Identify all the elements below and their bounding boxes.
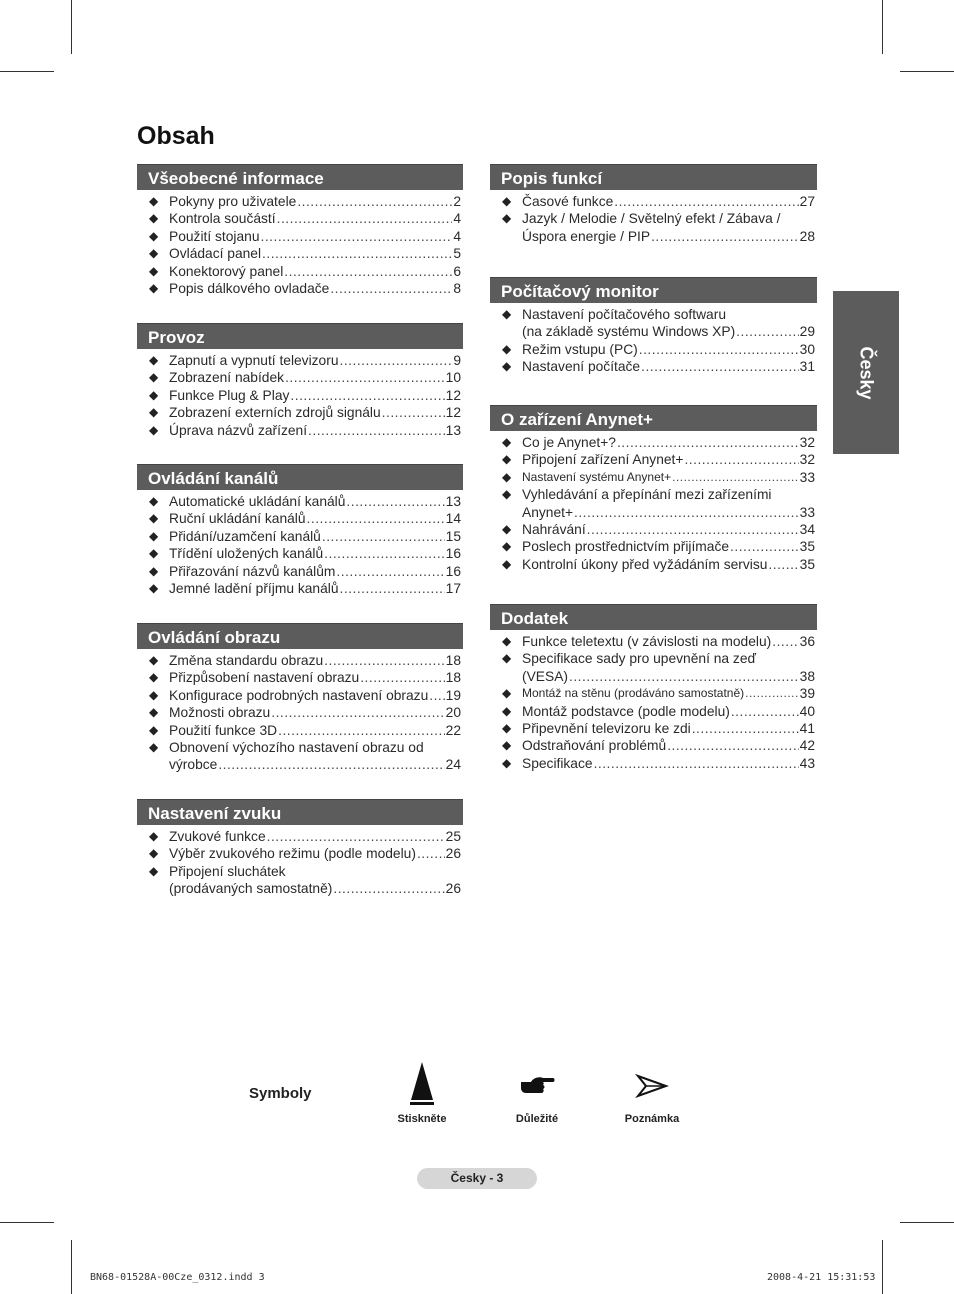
crop-mark — [0, 71, 54, 72]
toc-page-number: 30 — [799, 341, 815, 357]
toc-entry[interactable] — [137, 545, 463, 562]
diamond-bullet-icon: ◆ — [149, 546, 159, 561]
toc-entry[interactable] — [490, 720, 817, 737]
toc-section — [490, 164, 817, 245]
toc-entry[interactable] — [137, 510, 463, 527]
toc-entry[interactable] — [490, 434, 817, 451]
toc-entry-text: Jemné ladění příjmu kanálů — [169, 581, 339, 597]
toc-entry[interactable] — [137, 245, 463, 262]
toc-page-number: 29 — [799, 324, 815, 340]
symbol-caption: Důležité — [515, 1113, 559, 1125]
toc-entry-text: Třídění uložených kanálů — [169, 546, 324, 562]
diamond-bullet-icon: ◆ — [502, 522, 512, 537]
diamond-bullet-icon: ◆ — [502, 556, 512, 571]
toc-page-number: 24 — [445, 757, 461, 773]
dot-leader — [278, 722, 445, 739]
toc-entry-text: Použití funkce 3D — [169, 722, 278, 738]
toc-list — [137, 828, 463, 898]
toc-entry-text: Zvukové funkce — [169, 829, 266, 844]
toc-page-number: 32 — [799, 452, 815, 468]
diamond-bullet-icon: ◆ — [502, 703, 512, 718]
toc-entry-text: výrobce — [169, 757, 218, 773]
toc-entry[interactable] — [490, 341, 817, 358]
diamond-bullet-icon: ◆ — [149, 405, 159, 420]
dot-leader — [262, 245, 452, 262]
toc-entry[interactable] — [137, 845, 463, 862]
dot-leader — [382, 404, 445, 421]
toc-entry[interactable] — [490, 650, 817, 685]
toc-entry[interactable] — [137, 422, 463, 439]
section-heading: Všeobecné informace — [137, 164, 463, 190]
toc-entry-text: Zobrazení nabídek — [169, 370, 285, 386]
diamond-bullet-icon: ◆ — [502, 755, 512, 770]
section-heading: Ovládání obrazu — [137, 623, 463, 649]
toc-entry-text: Nastavení systému Anynet+ — [522, 469, 672, 484]
toc-entry[interactable] — [137, 687, 463, 704]
toc-page-number: 18 — [445, 653, 461, 668]
toc-entry-text: Použití stojanu — [169, 228, 260, 244]
toc-page-number: 12 — [445, 405, 461, 421]
dot-leader — [692, 720, 799, 737]
toc-entry[interactable] — [137, 563, 463, 580]
dot-leader — [271, 704, 444, 721]
toc-entry-text: Montáž na stěnu (prodáváno samostatně) — [522, 686, 745, 701]
toc-entry[interactable] — [490, 556, 817, 573]
diamond-bullet-icon: ◆ — [149, 722, 159, 737]
dot-leader — [617, 434, 799, 451]
dot-leader — [730, 538, 799, 555]
diamond-bullet-icon: ◆ — [149, 511, 159, 526]
toc-entry-text: Možnosti obrazu — [169, 705, 271, 721]
toc-entry[interactable] — [490, 685, 817, 702]
toc-page-number: 16 — [445, 563, 461, 579]
dot-leader — [277, 210, 453, 227]
diamond-bullet-icon: ◆ — [149, 370, 159, 385]
toc-entry-text: Popis dálkového ovladače — [169, 281, 330, 297]
toc-entry[interactable] — [137, 404, 463, 421]
toc-entry[interactable] — [490, 755, 817, 772]
page-number-label: Česky - 3 — [417, 1168, 537, 1189]
crop-mark — [900, 1222, 954, 1223]
toc-page-number: 40 — [799, 703, 815, 719]
diamond-bullet-icon: ◆ — [149, 353, 159, 367]
crop-mark — [0, 1222, 54, 1223]
toc-page-number: 13 — [445, 422, 461, 438]
page-title: Obsah — [137, 122, 215, 150]
diamond-bullet-icon: ◆ — [149, 387, 159, 402]
toc-entry-text: Nastavení počítače — [522, 359, 641, 375]
toc-entry[interactable] — [137, 210, 463, 227]
toc-page-number: 19 — [445, 687, 461, 703]
toc-entry[interactable] — [137, 228, 463, 245]
toc-list — [137, 193, 463, 297]
print-file-info: BN68-01528A-00Cze_0312.indd 3 — [90, 1272, 265, 1283]
toc-page-number: 17 — [445, 581, 461, 597]
toc-entry-text: Funkce Plug & Play — [169, 387, 290, 403]
diamond-bullet-icon: ◆ — [149, 246, 159, 261]
toc-entry-text: Anynet+ — [522, 504, 574, 520]
toc-page-number: 16 — [445, 546, 461, 562]
toc-entry[interactable] — [137, 652, 463, 669]
toc-entry-text: Přizpůsobení nastavení obrazu — [169, 670, 360, 686]
toc-page-number: 35 — [799, 556, 815, 572]
symbols-label: Symboly — [249, 1085, 312, 1102]
toc-entry-text: Automatické ukládání kanálů — [169, 494, 346, 509]
print-timestamp: 2008-4-21 15:31:53 — [767, 1272, 876, 1283]
dot-leader — [333, 880, 444, 897]
dot-leader — [736, 323, 798, 340]
toc-entry[interactable] — [490, 193, 817, 210]
toc-entry-text: Co je Anynet+? — [522, 435, 616, 450]
toc-list — [490, 193, 817, 245]
toc-entry[interactable] — [137, 493, 463, 510]
toc-entry[interactable] — [490, 486, 817, 521]
dot-leader — [417, 845, 445, 862]
crop-mark — [71, 1240, 72, 1294]
toc-page-number: 4 — [453, 211, 461, 227]
toc-entry-text: Změna standardu obrazu — [169, 653, 324, 668]
toc-entry-text: Připojení zařízení Anynet+ — [522, 452, 684, 468]
toc-entry[interactable] — [137, 704, 463, 721]
diamond-bullet-icon: ◆ — [502, 539, 512, 554]
toc-page-number: 9 — [453, 353, 461, 368]
diamond-bullet-icon: ◆ — [149, 863, 159, 878]
toc-entry[interactable] — [137, 352, 463, 369]
symbol-caption: Poznámka — [624, 1113, 680, 1125]
symbol-important — [487, 1070, 587, 1125]
toc-list — [137, 652, 463, 774]
diamond-bullet-icon: ◆ — [149, 687, 159, 702]
toc-entry-text: Montáž podstavce (podle modelu) — [522, 703, 730, 719]
toc-entry-text: Ovládací panel — [169, 246, 262, 262]
toc-entry-text: Ruční ukládání kanálů — [169, 511, 306, 527]
dot-leader — [261, 228, 453, 245]
diamond-bullet-icon: ◆ — [149, 194, 159, 208]
toc-entry-text: (prodávaných samostatně) — [169, 881, 333, 897]
toc-entry[interactable] — [137, 263, 463, 280]
dot-leader — [772, 633, 798, 650]
dot-leader — [651, 228, 799, 245]
diamond-bullet-icon: ◆ — [502, 211, 512, 226]
toc-entry[interactable] — [490, 469, 817, 486]
dot-leader — [667, 737, 798, 754]
dot-leader — [684, 451, 798, 468]
toc-page-number: 35 — [799, 539, 815, 555]
toc-page-number: 5 — [453, 246, 461, 262]
toc-entry-text: Zobrazení externích zdrojů signálu — [169, 405, 381, 421]
diamond-bullet-icon: ◆ — [149, 281, 159, 296]
pointing-hand-icon — [517, 1070, 557, 1108]
dot-leader — [308, 422, 445, 439]
dot-leader — [641, 358, 799, 375]
toc-entry-text: Funkce teletextu (v závislosti na modelu) — [522, 634, 772, 649]
dot-leader — [360, 669, 444, 686]
toc-section — [490, 604, 817, 772]
toc-entry[interactable] — [490, 451, 817, 468]
toc-page-number: 13 — [445, 494, 461, 509]
toc-page-number: 2 — [453, 194, 461, 209]
crop-mark — [882, 1240, 883, 1294]
toc-entry[interactable] — [490, 703, 817, 720]
toc-entry-text: (VESA) — [522, 668, 568, 684]
toc-page-number: 42 — [799, 738, 815, 754]
diamond-bullet-icon: ◆ — [149, 494, 159, 508]
toc-list — [490, 434, 817, 573]
toc-entry-text: Časové funkce — [522, 194, 614, 209]
dot-leader — [307, 510, 445, 527]
toc-section — [137, 464, 463, 597]
dot-leader — [672, 469, 799, 486]
dot-leader — [267, 828, 445, 845]
dot-leader — [594, 755, 799, 772]
toc-entry-text: Konektorový panel — [169, 263, 284, 279]
dot-leader — [574, 504, 799, 521]
toc-section — [490, 405, 817, 573]
toc-entry[interactable] — [137, 528, 463, 545]
toc-entry-text: Úspora energie / PIP — [522, 228, 651, 244]
section-heading: Popis funkcí — [490, 164, 817, 190]
dot-leader — [330, 280, 452, 297]
diamond-bullet-icon: ◆ — [502, 651, 512, 666]
toc-entry-text: Kontrolní úkony před vyžádáním servisu — [522, 556, 768, 572]
section-heading: Provoz — [137, 323, 463, 349]
toc-entry-text: Nahrávání — [522, 522, 586, 538]
toc-page-number: 6 — [453, 263, 461, 279]
diamond-bullet-icon: ◆ — [502, 634, 512, 648]
toc-page-number: 14 — [445, 511, 461, 527]
toc-section — [137, 164, 463, 297]
toc-page-number: 25 — [445, 829, 461, 844]
diamond-bullet-icon: ◆ — [149, 653, 159, 667]
toc-entry-text-line: Obnovení výchozího nastavení obrazu od — [169, 740, 424, 756]
diamond-bullet-icon: ◆ — [149, 528, 159, 543]
toc-page-number: 18 — [445, 670, 461, 686]
diamond-bullet-icon: ◆ — [502, 686, 512, 701]
toc-entry-text: Přidání/uzamčení kanálů — [169, 528, 321, 544]
language-side-tab — [833, 291, 899, 454]
toc-page-number: 43 — [799, 755, 815, 771]
dot-leader — [768, 556, 798, 573]
diamond-bullet-icon: ◆ — [502, 194, 512, 208]
toc-entry-text: Kontrola součástí — [169, 211, 276, 227]
diamond-bullet-icon: ◆ — [502, 435, 512, 449]
diamond-bullet-icon: ◆ — [149, 228, 159, 243]
dot-leader — [285, 369, 445, 386]
section-heading: Ovládání kanálů — [137, 464, 463, 490]
toc-entry-text: Úprava názvů zařízení — [169, 422, 308, 438]
dot-leader — [346, 493, 444, 510]
toc-entry[interactable] — [137, 722, 463, 739]
toc-entry-text: Výběr zvukového režimu (podle modelu) — [169, 846, 416, 862]
toc-list — [490, 306, 817, 376]
toc-entry-text: Zapnutí a vypnutí televizoru — [169, 353, 339, 368]
toc-page-number: 36 — [799, 634, 815, 649]
toc-page-number: 34 — [799, 522, 815, 538]
toc-entry[interactable] — [490, 358, 817, 375]
dot-leader — [639, 341, 799, 358]
toc-page-number: 26 — [445, 846, 461, 862]
toc-entry[interactable] — [137, 580, 463, 597]
toc-page-number: 33 — [799, 469, 815, 485]
toc-entry[interactable] — [490, 633, 817, 650]
press-triangle-icon — [407, 1060, 437, 1108]
toc-entry-text: Specifikace — [522, 755, 593, 771]
diamond-bullet-icon: ◆ — [149, 846, 159, 861]
dot-leader — [284, 263, 452, 280]
section-heading: O zařízení Anynet+ — [490, 405, 817, 431]
toc-entry-text: Přiřazování názvů kanálům — [169, 563, 336, 579]
toc-entry[interactable] — [137, 280, 463, 297]
toc-section — [137, 799, 463, 898]
symbol-note — [602, 1070, 702, 1125]
diamond-bullet-icon: ◆ — [502, 307, 512, 321]
toc-entry-text-line: Specifikace sady pro upevnění na zeď — [522, 651, 756, 667]
toc-entry-text: Režim vstupu (PC) — [522, 341, 638, 357]
toc-entry-text: Pokyny pro uživatele — [169, 194, 297, 209]
diamond-bullet-icon: ◆ — [502, 452, 512, 467]
toc-section — [137, 323, 463, 439]
section-heading: Nastavení zvuku — [137, 799, 463, 825]
dot-leader — [569, 668, 799, 685]
diamond-bullet-icon: ◆ — [502, 721, 512, 736]
toc-page-number: 41 — [799, 721, 815, 737]
toc-page-number: 33 — [799, 504, 815, 520]
symbol-caption: Stiskněte — [397, 1113, 447, 1125]
dot-leader — [340, 580, 445, 597]
dot-leader — [587, 521, 799, 538]
dot-leader — [324, 545, 444, 562]
diamond-bullet-icon: ◆ — [149, 670, 159, 685]
diamond-bullet-icon: ◆ — [149, 740, 159, 755]
language-tab-label: Česky — [856, 345, 877, 400]
toc-entry[interactable] — [137, 193, 463, 210]
symbol-press — [372, 1060, 472, 1125]
toc-entry-text: Odstraňování problémů — [522, 738, 667, 754]
dot-leader — [218, 756, 444, 773]
toc-page-number: 38 — [799, 668, 815, 684]
toc-page-number: 15 — [445, 528, 461, 544]
toc-entry[interactable] — [490, 737, 817, 754]
toc-entry[interactable] — [137, 739, 463, 774]
toc-entry[interactable] — [490, 538, 817, 555]
toc-entry-text-line: Jazyk / Melodie / Světelný efekt / Zábava / — [522, 211, 781, 227]
toc-page-number: 28 — [799, 228, 815, 244]
toc-section — [490, 277, 817, 376]
toc-page-number: 4 — [453, 228, 461, 244]
diamond-bullet-icon: ◆ — [149, 211, 159, 226]
toc-page-number: 32 — [799, 435, 815, 450]
toc-list — [490, 633, 817, 772]
toc-entry-text: (na základě systému Windows XP) — [522, 324, 736, 340]
toc-entry-text-line: Nastavení počítačového softwaru — [522, 307, 727, 322]
diamond-bullet-icon: ◆ — [149, 829, 159, 843]
toc-page-number: 27 — [799, 194, 815, 209]
arrowhead-icon — [632, 1070, 672, 1108]
crop-mark — [882, 0, 883, 54]
toc-page-number: 20 — [445, 705, 461, 721]
dot-leader — [336, 563, 444, 580]
dot-leader — [429, 687, 444, 704]
toc-page-number: 10 — [445, 370, 461, 386]
diamond-bullet-icon: ◆ — [149, 705, 159, 720]
toc-page-number: 31 — [799, 359, 815, 375]
toc-page-number: 22 — [445, 722, 461, 738]
diamond-bullet-icon: ◆ — [502, 738, 512, 753]
section-heading: Počítačový monitor — [490, 277, 817, 303]
diamond-bullet-icon: ◆ — [149, 263, 159, 278]
crop-mark — [900, 71, 954, 72]
section-heading: Dodatek — [490, 604, 817, 630]
diamond-bullet-icon: ◆ — [502, 487, 512, 502]
dot-leader — [322, 528, 445, 545]
diamond-bullet-icon: ◆ — [149, 422, 159, 437]
toc-entry[interactable] — [490, 521, 817, 538]
dot-leader — [290, 387, 444, 404]
toc-page-number: 39 — [799, 686, 815, 702]
toc-list — [137, 493, 463, 597]
dot-leader — [614, 193, 798, 210]
toc-entry[interactable] — [137, 828, 463, 845]
dot-leader — [340, 352, 453, 369]
toc-entry[interactable] — [137, 863, 463, 898]
diamond-bullet-icon: ◆ — [502, 359, 512, 374]
dot-leader — [324, 652, 444, 669]
toc-entry-text: Poslech prostřednictvím přijímače — [522, 539, 730, 555]
dot-leader — [745, 685, 799, 702]
crop-mark — [71, 0, 72, 54]
toc-page-number: 26 — [445, 881, 461, 897]
toc-entry[interactable] — [490, 210, 817, 245]
toc-entry-text: Připevnění televizoru ke zdi — [522, 721, 691, 737]
toc-entry-text: Konfigurace podrobných nastavení obrazu — [169, 687, 429, 703]
toc-list — [137, 352, 463, 439]
diamond-bullet-icon: ◆ — [149, 563, 159, 578]
toc-entry[interactable] — [137, 369, 463, 386]
dot-leader — [731, 703, 799, 720]
dot-leader — [297, 193, 452, 210]
toc-page-number: 12 — [445, 387, 461, 403]
toc-section — [137, 623, 463, 774]
toc-entry[interactable] — [137, 387, 463, 404]
toc-entry[interactable] — [490, 306, 817, 341]
toc-entry[interactable] — [137, 669, 463, 686]
diamond-bullet-icon: ◆ — [502, 469, 512, 484]
toc-entry-text-line: Připojení sluchátek — [169, 863, 286, 879]
toc-page-number: 8 — [453, 281, 461, 297]
diamond-bullet-icon: ◆ — [149, 581, 159, 596]
toc-entry-text-line: Vyhledávání a přepínání mezi zařízeními — [522, 487, 772, 503]
diamond-bullet-icon: ◆ — [502, 341, 512, 356]
